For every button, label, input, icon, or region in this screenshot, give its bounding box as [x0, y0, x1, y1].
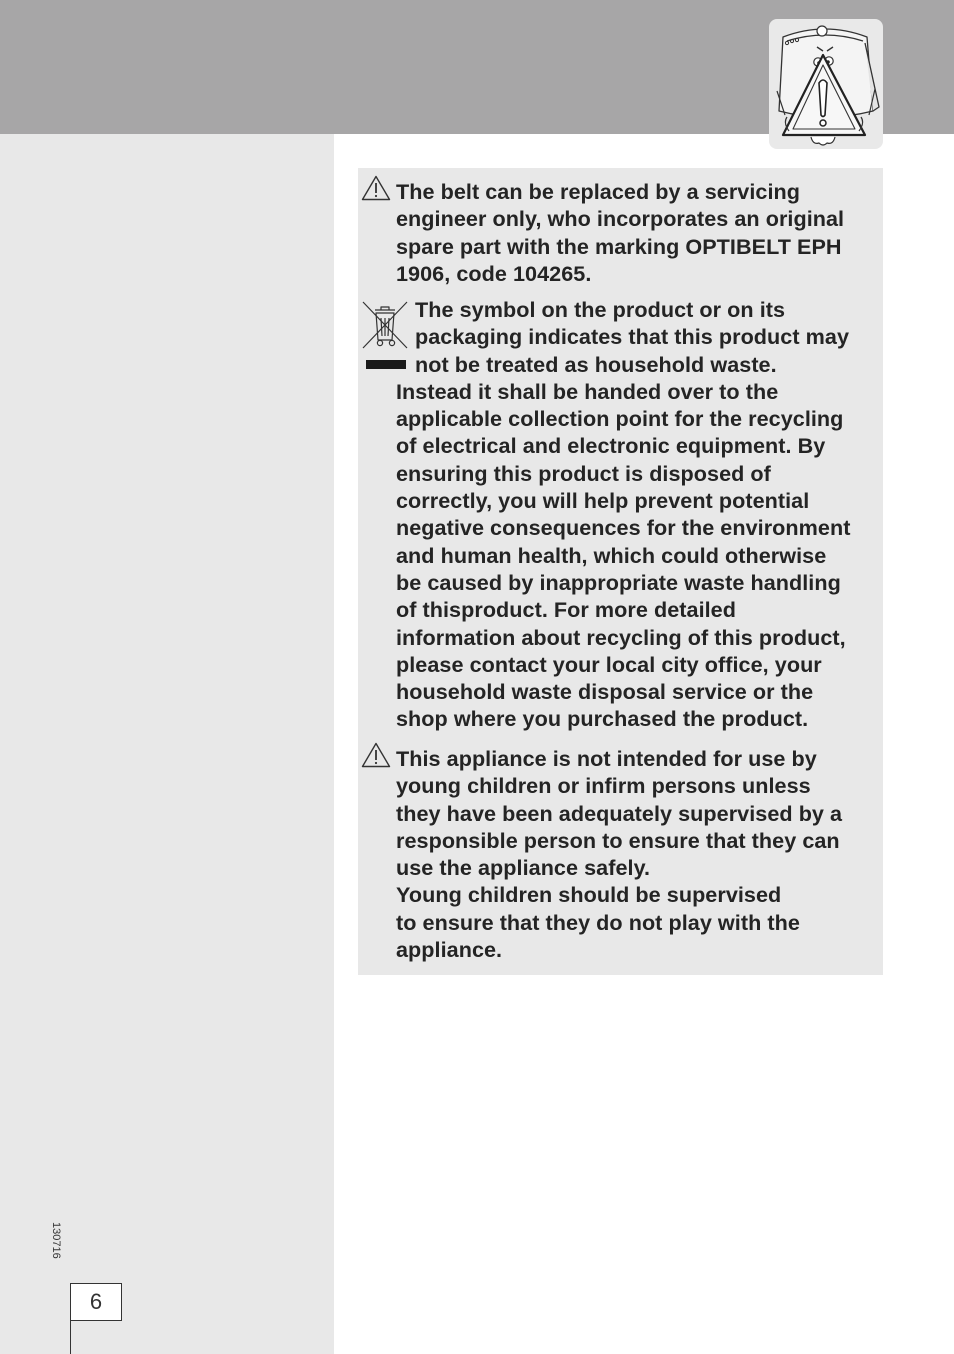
- notice-line: information about recycling of this product,: [396, 624, 846, 650]
- notice-line: they have been adequately supervised by a: [396, 800, 843, 826]
- notice-line: 1906, code 104265.: [396, 260, 592, 286]
- notice-line: appliance.: [396, 937, 503, 963]
- safety-notice-panel: [358, 168, 883, 975]
- document-code: [48, 1222, 64, 1262]
- notice-line: of thisproduct. For more detailed: [396, 597, 736, 623]
- notice-line: This appliance is not intended for use by: [396, 746, 817, 771]
- notice-line: Young children should be supervised: [396, 882, 782, 908]
- notice-line: young children or infirm persons unless: [396, 773, 811, 799]
- notice-line: shop where you purchased the product.: [396, 706, 809, 732]
- belt-replacement-notice: [396, 178, 882, 287]
- notice-line: spare part with the marking OPTIBELT EPH: [396, 233, 842, 259]
- weee-disposal-notice: [396, 296, 882, 733]
- notice-line: The belt can be replaced by a servicing: [396, 179, 800, 204]
- notice-line: engineer only, who incorporates an original: [396, 206, 845, 232]
- notice-line: packaging indicates that this product may: [415, 324, 850, 350]
- notice-line: of electrical and electronic equipment. By: [396, 433, 826, 459]
- left-margin-column: [0, 134, 334, 1354]
- child-safety-notice: [396, 745, 882, 963]
- notice-line: Instead it shall be handed over to the: [396, 378, 779, 404]
- warning-triangle-icon: [361, 175, 391, 201]
- notice-line: ensuring this product is disposed of: [396, 460, 771, 486]
- notice-line: The symbol on the product or on its: [415, 297, 786, 322]
- notice-line: please contact your local city office, your: [396, 651, 822, 677]
- notice-line: be caused by inappropriate waste handling: [396, 569, 841, 595]
- page-number: 6: [70, 1283, 122, 1321]
- notice-line: correctly, you will help prevent potential: [396, 488, 810, 514]
- warning-triangle-icon: [361, 742, 391, 768]
- notice-line: use the appliance safely.: [396, 855, 651, 881]
- notice-line: and human health, which could otherwise: [396, 542, 827, 568]
- mascot-warning-icon: [769, 19, 883, 149]
- notice-line: responsible person to ensure that they can: [396, 827, 840, 853]
- notice-line: applicable collection point for the recycling: [396, 406, 844, 432]
- notice-line: to ensure that they do not play with the: [396, 909, 800, 935]
- notice-line: not be treated as household waste.: [415, 351, 777, 377]
- notice-line: negative consequences for the environment: [396, 515, 851, 541]
- notice-line: household waste disposal service or the: [396, 679, 814, 705]
- page-number-rule: [70, 1320, 71, 1354]
- document-code-text: 130716: [50, 1222, 62, 1259]
- washing-machine-mascot-icon: [769, 19, 883, 149]
